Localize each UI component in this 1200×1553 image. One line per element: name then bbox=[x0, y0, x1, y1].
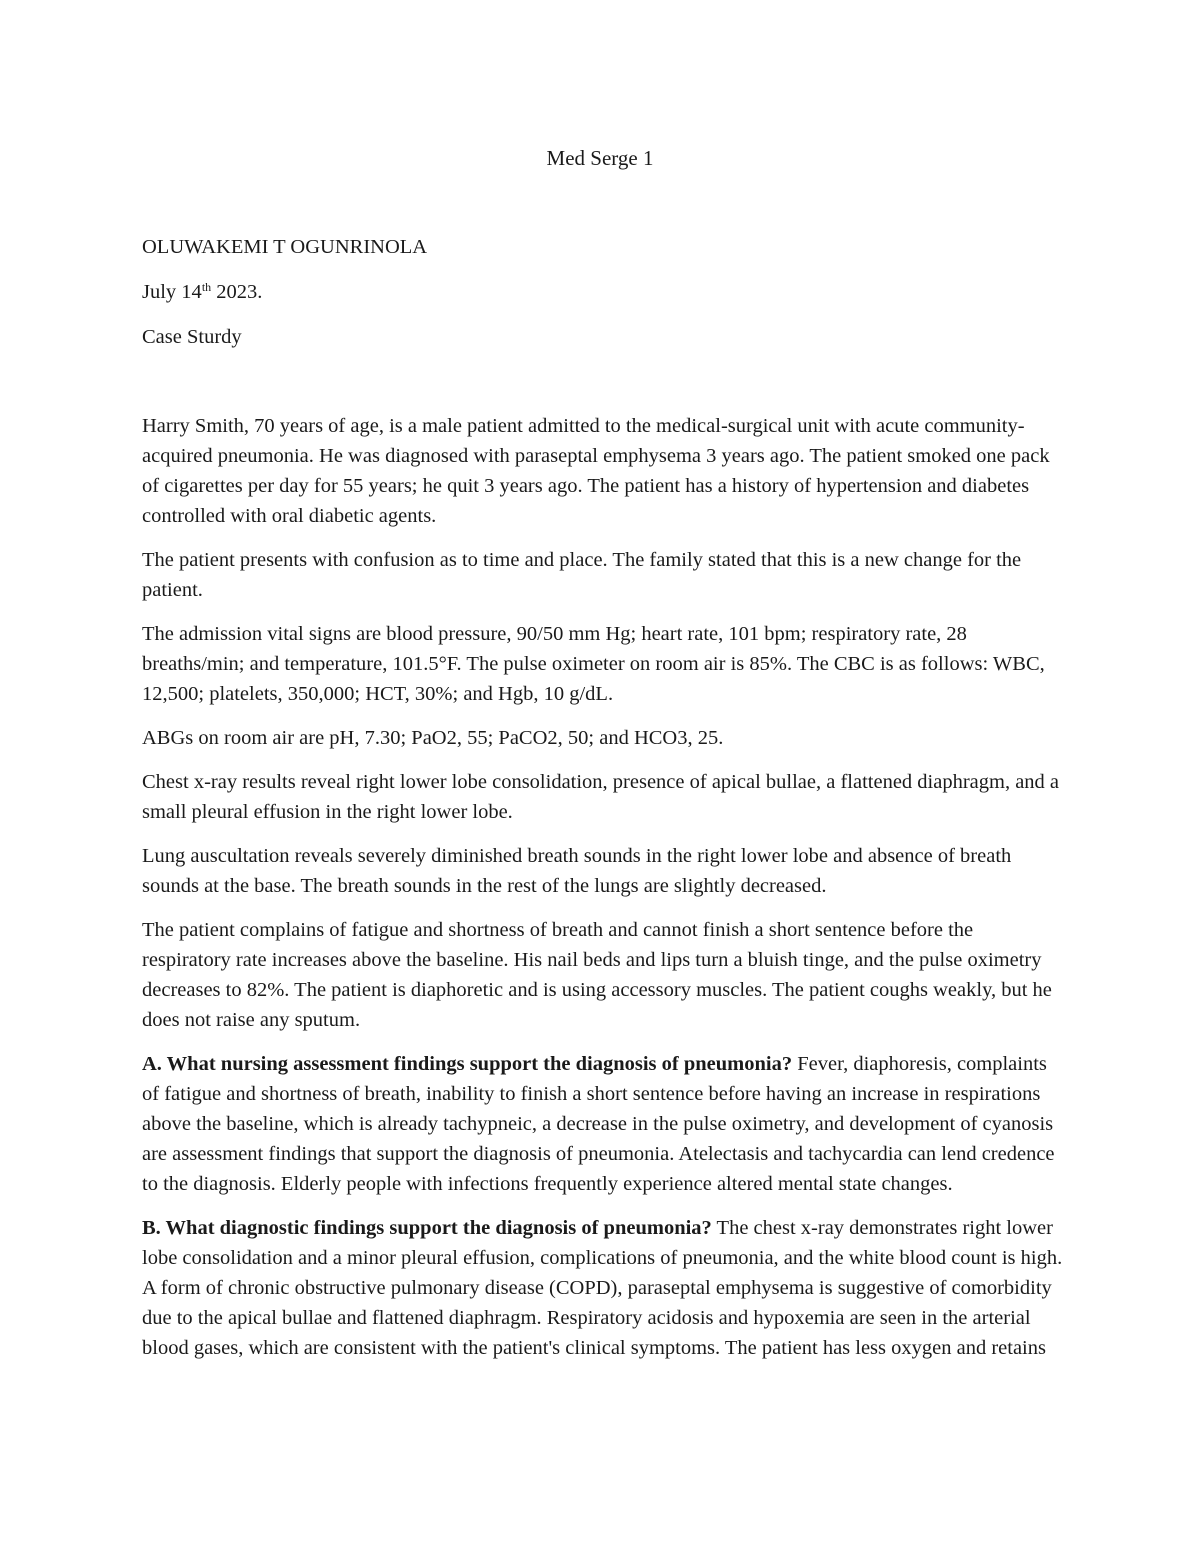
running-head: Med Serge 1 bbox=[546, 146, 654, 170]
date-suffix: 2023. bbox=[211, 281, 263, 303]
case-paragraph-history: Harry Smith, 70 years of age, is a male patient admitted to the medical-surgical unit with acute community-acquired pneumonia. He was diagnosed with paraseptal emphysema 3 years ago. The patient smoked one pack of cigarettes per day for 55 years; he quit 3 years ago. The patient has a history of hypertension and diabetes controlled with oral diabetic agents. bbox=[142, 415, 1050, 527]
date-superscript: th bbox=[201, 280, 212, 294]
question-a-answer: Fever, diaphoresis, complaints of fatigue and shortness of breath, inability to finish a short sentence before having an increase in respirations above the baseline, which is already tachypneic, a decrease in the pulse oximetry, and development of cyanosis are assessment findings that support the diagnosis of pneumonia. Atelectasis and tachycardia can lend credence to the diagnosis. Elderly people with infections frequently experience altered mental state changes. bbox=[142, 1053, 1055, 1195]
document-body bbox=[142, 232, 1067, 1377]
question-b-label: B. What diagnostic findings support the diagnosis of pneumonia? bbox=[142, 1217, 712, 1239]
case-paragraph-symptoms: The patient complains of fatigue and shortness of breath and cannot finish a short sentence before the respiratory rate increases above the baseline. His nail beds and lips turn a bluish tinge, and the pulse oximetry decreases to 82%. The patient is diaphoretic and is using accessory muscles. The patient coughs weakly, but he does not raise any sputum. bbox=[142, 919, 1052, 1031]
author-name: OLUWAKEMI T OGUNRINOLA bbox=[142, 236, 428, 258]
case-paragraph-xray: Chest x-ray results reveal right lower lobe consolidation, presence of apical bullae, a flattened diaphragm, and a small pleural effusion in the right lower lobe. bbox=[142, 771, 1060, 823]
question-b bbox=[142, 1213, 1067, 1363]
case-paragraph-abgs: ABGs on room air are pH, 7.30; PaO2, 55; PaCO2, 50; and HCO3, 25. bbox=[142, 727, 724, 749]
question-a-label: A. What nursing assessment findings support the diagnosis of pneumonia? bbox=[142, 1053, 793, 1075]
case-paragraph-vitals: The admission vital signs are blood pressure, 90/50 mm Hg; heart rate, 101 bpm; respiratory rate, 28 breaths/min; and temperature, 101.5°F. The pulse oximeter on room air is 85%. The CBC is as follows: WBC, 12,500; platelets, 350,000; HCT, 30%; and Hgb, 10 g/dL. bbox=[142, 623, 1045, 705]
document-type: Case Sturdy bbox=[142, 326, 242, 348]
case-paragraph-presentation: The patient presents with confusion as to time and place. The family stated that this is a new change for the patient. bbox=[142, 549, 1022, 601]
document-date bbox=[142, 277, 1067, 307]
question-a bbox=[142, 1049, 1067, 1199]
date-prefix: July 14 bbox=[142, 281, 202, 303]
case-paragraph-auscultation: Lung auscultation reveals severely diminished breath sounds in the right lower lobe and absence of breath sounds at the base. The breath sounds in the rest of the lungs are slightly decreased. bbox=[142, 845, 1012, 897]
question-b-answer: The chest x-ray demonstrates right lower lobe consolidation and a minor pleural effusion, complications of pneumonia, and the white blood count is high. A form of chronic obstructive pulmonary disease (COPD), paraseptal emphysema is suggestive of comorbidity due to the apical bullae and flattened diaphragm. Respiratory acidosis and hypoxemia are seen in the arterial blood gases, which are consistent with the patient's clinical symptoms. The patient has less oxygen and retains bbox=[142, 1217, 1063, 1359]
